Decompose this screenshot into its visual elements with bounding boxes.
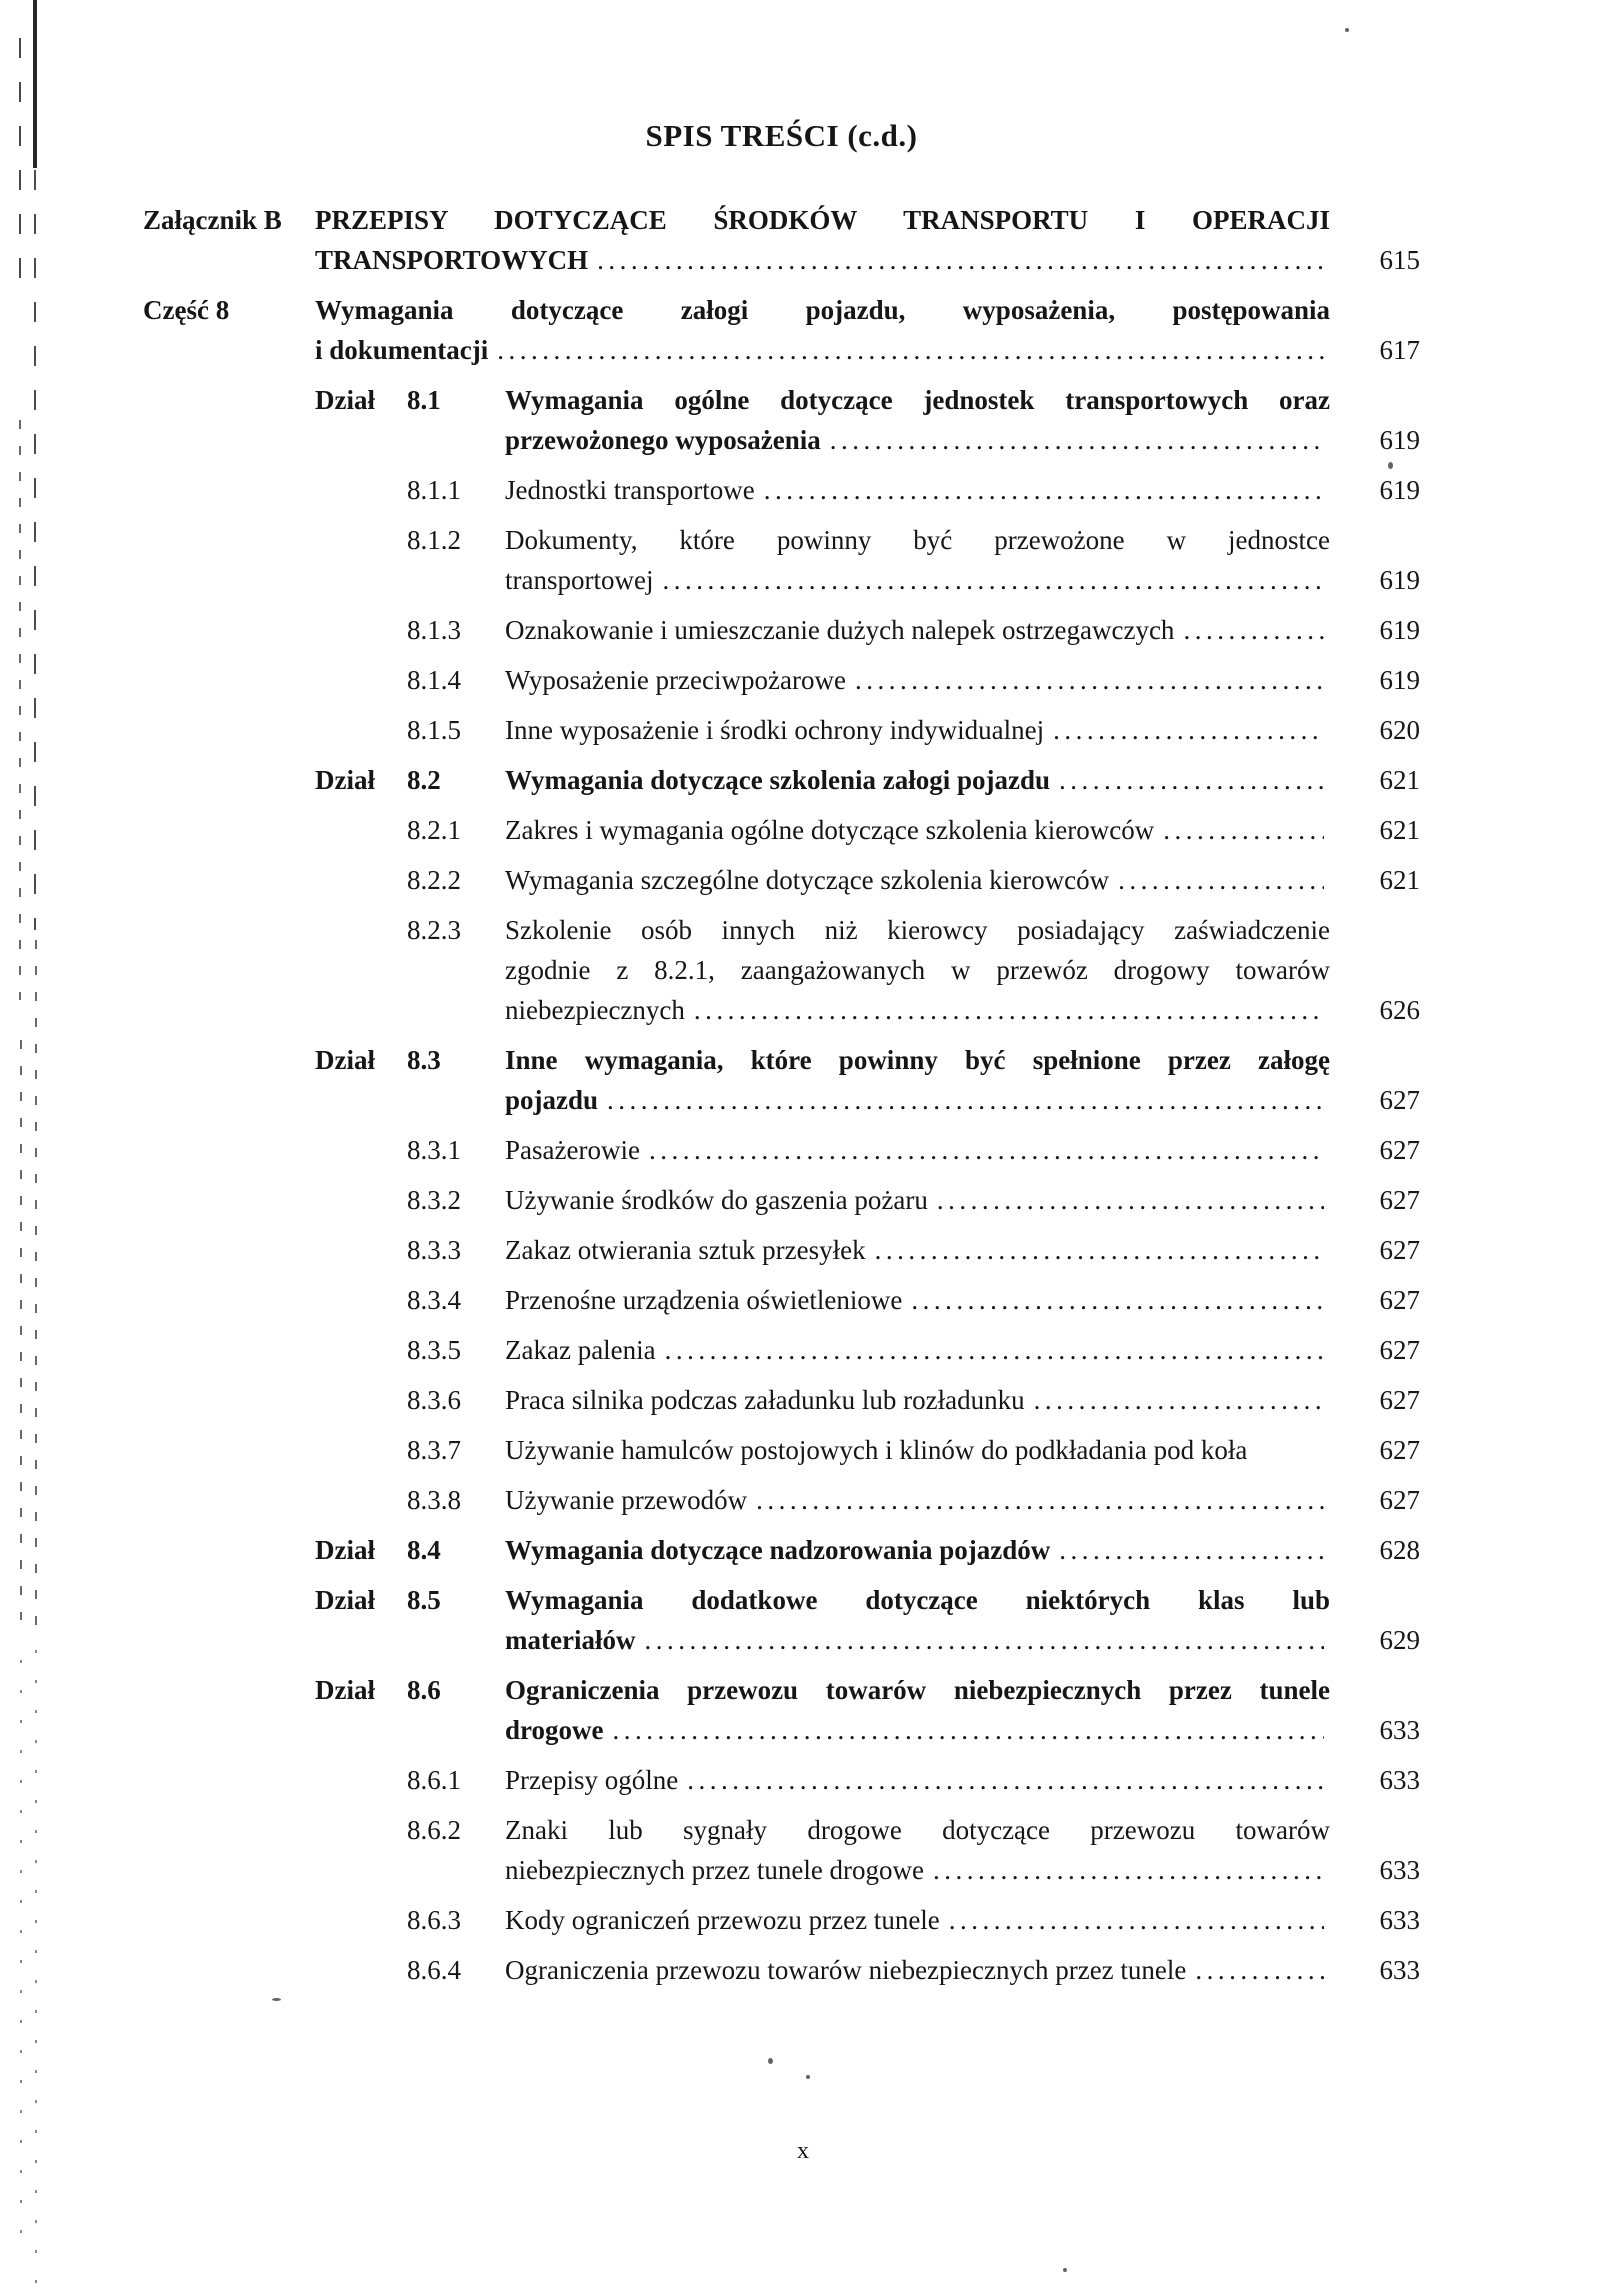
entry-last-line bbox=[505, 660, 1330, 700]
entry-last-line bbox=[505, 1620, 1330, 1660]
entry-title-block bbox=[505, 1760, 1330, 1800]
entry-title-block bbox=[505, 710, 1330, 750]
entry-title-line: Wymagania dotyczące szkolenia załogi pojazdu bbox=[505, 765, 1050, 795]
entry-page-number: 633 bbox=[1379, 1715, 1420, 1745]
entry-page-number: 621 bbox=[1379, 815, 1420, 845]
entry-last-line bbox=[505, 470, 1330, 510]
entry-last-line bbox=[505, 1180, 1330, 1220]
entry-number: 8.3 bbox=[407, 1045, 441, 1075]
entry-title-line: Wymagania dodatkowe dotyczące niektórych klas lub bbox=[505, 1585, 1330, 1615]
entry-title-block bbox=[505, 1950, 1330, 1990]
entry-number: 8.3.5 bbox=[407, 1335, 461, 1365]
entry-title-line: Używanie środków do gaszenia pożaru bbox=[505, 1185, 928, 1215]
entry-title-line: pojazdu bbox=[505, 1085, 599, 1115]
toc-entry-8-2-1 bbox=[143, 810, 1420, 850]
entry-title-line: materiałów bbox=[505, 1625, 636, 1655]
toc-entry-8-1 bbox=[143, 380, 1420, 460]
entry-title-block bbox=[505, 380, 1330, 460]
dot-leader-icon bbox=[694, 990, 1324, 1030]
entry-label: Część 8 bbox=[143, 295, 230, 325]
dot-leader-icon bbox=[662, 560, 1324, 600]
entry-label: Dział bbox=[315, 1045, 375, 1075]
dot-leader-icon bbox=[1195, 1950, 1324, 1990]
entry-title-line: TRANSPORTOWYCH bbox=[315, 245, 589, 275]
toc-entry-8-3-8 bbox=[143, 1480, 1420, 1520]
entry-title-line: Kody ograniczeń przewozu przez tunele bbox=[505, 1905, 940, 1935]
toc-entry-8-5 bbox=[143, 1580, 1420, 1660]
entry-page-number: 627 bbox=[1379, 1135, 1420, 1165]
entry-last-line bbox=[505, 710, 1330, 750]
entry-title-line: Oznakowanie i umieszczanie dużych nalepek ostrzegawczych bbox=[505, 615, 1175, 645]
entry-number: 8.2 bbox=[407, 765, 441, 795]
entry-title-line: Szkolenie osób innych niż kierowcy posiadający zaświadczenie bbox=[505, 915, 1330, 945]
toc-entry-8-1-5 bbox=[143, 710, 1420, 750]
entry-title-line: Pasażerowie bbox=[505, 1135, 640, 1165]
entry-title-line: Wymagania dotyczące załogi pojazdu, wyposażenia, postępowania bbox=[315, 295, 1330, 325]
entry-last-line bbox=[505, 1130, 1330, 1170]
dot-leader-icon bbox=[607, 1080, 1324, 1120]
entry-title-line: Znaki lub sygnały drogowe dotyczące przewozu towarów bbox=[505, 1815, 1330, 1845]
entry-last-line bbox=[315, 240, 1330, 280]
entry-title-block bbox=[505, 1670, 1330, 1750]
toc-entry-8-1-2 bbox=[143, 520, 1420, 600]
entry-last-line bbox=[505, 1950, 1330, 1990]
entry-last-line bbox=[505, 990, 1330, 1030]
entry-page-number: 619 bbox=[1379, 615, 1420, 645]
entry-title-block bbox=[505, 860, 1330, 900]
entry-title-line: Jednostki transportowe bbox=[505, 475, 755, 505]
dot-leader-icon bbox=[1059, 760, 1324, 800]
entry-number: 8.2.1 bbox=[407, 815, 461, 845]
entry-title-block bbox=[505, 1900, 1330, 1940]
entry-title-block bbox=[505, 810, 1330, 850]
entry-title-block bbox=[505, 1810, 1330, 1890]
entry-title-line: Używanie hamulców postojowych i klinów do podkładania pod koła bbox=[505, 1435, 1248, 1465]
entry-title-block bbox=[505, 1330, 1330, 1370]
entry-number: 8.3.2 bbox=[407, 1185, 461, 1215]
entry-page-number: 627 bbox=[1379, 1385, 1420, 1415]
entry-label: Dział bbox=[315, 1675, 375, 1705]
dot-leader-icon bbox=[1118, 860, 1324, 900]
entry-last-line bbox=[505, 1480, 1330, 1520]
toc-entry-top-1 bbox=[143, 290, 1420, 370]
entry-title-line: niebezpiecznych przez tunele drogowe bbox=[505, 1855, 925, 1885]
toc-entry-8-3-1 bbox=[143, 1130, 1420, 1170]
entry-title-block bbox=[505, 1380, 1330, 1420]
entry-title-line: przewożonego wyposażenia bbox=[505, 425, 821, 455]
toc-list bbox=[143, 200, 1420, 1990]
entry-title-block bbox=[505, 910, 1330, 1030]
entry-last-line bbox=[505, 1280, 1330, 1320]
entry-title-line: zgodnie z 8.2.1, zaangażowanych w przewóz drogowy towarów bbox=[505, 955, 1330, 985]
entry-label: Załącznik B bbox=[143, 205, 282, 235]
entry-title-block bbox=[505, 760, 1330, 800]
entry-title-block bbox=[505, 520, 1330, 600]
entry-number: 8.3.7 bbox=[407, 1435, 461, 1465]
toc-entry-8-2-3 bbox=[143, 910, 1420, 1030]
entry-title-line: Używanie przewodów bbox=[505, 1485, 748, 1515]
toc-entry-8-6 bbox=[143, 1670, 1420, 1750]
entry-page-number: 628 bbox=[1379, 1535, 1420, 1565]
entry-page-number: 619 bbox=[1379, 665, 1420, 695]
entry-label: Dział bbox=[315, 765, 375, 795]
dot-leader-icon bbox=[756, 1480, 1324, 1520]
dot-leader-icon bbox=[649, 1130, 1324, 1170]
toc-entry-8-6-1 bbox=[143, 1760, 1420, 1800]
toc-entry-8-3-5 bbox=[143, 1330, 1420, 1370]
entry-title-line: niebezpiecznych bbox=[505, 995, 685, 1025]
entry-last-line bbox=[315, 330, 1330, 370]
entry-number: 8.1.5 bbox=[407, 715, 461, 745]
entry-title-block bbox=[315, 200, 1330, 280]
entry-label: Dział bbox=[315, 1535, 375, 1565]
entry-number: 8.2.3 bbox=[407, 915, 461, 945]
entry-title-line: Inne wymagania, które powinny być spełnione przez załogę bbox=[505, 1045, 1330, 1075]
entry-last-line bbox=[505, 610, 1330, 650]
entry-title-line: PRZEPISY DOTYCZĄCE ŚRODKÓW TRANSPORTU I OPERACJI bbox=[315, 205, 1330, 235]
toc-entry-8-6-3 bbox=[143, 1900, 1420, 1940]
entry-page-number: 627 bbox=[1379, 1085, 1420, 1115]
entry-page-number: 627 bbox=[1379, 1235, 1420, 1265]
entry-number: 8.6 bbox=[407, 1675, 441, 1705]
entry-page-number: 621 bbox=[1379, 865, 1420, 895]
entry-page-number: 627 bbox=[1379, 1485, 1420, 1515]
entry-title-line: Ograniczenia przewozu towarów niebezpiecznych przez tunele bbox=[505, 1675, 1330, 1705]
toc-entry-8-3 bbox=[143, 1040, 1420, 1120]
entry-number: 8.1.1 bbox=[407, 475, 461, 505]
footer-page-number: x bbox=[797, 2138, 809, 2164]
dot-leader-icon bbox=[1053, 710, 1324, 750]
entry-number: 8.5 bbox=[407, 1585, 441, 1615]
entry-title-block bbox=[505, 1280, 1330, 1320]
entry-title-line: Ograniczenia przewozu towarów niebezpiecznych przez tunele bbox=[505, 1955, 1187, 1985]
entry-title-block bbox=[505, 1480, 1330, 1520]
entry-page-number: 627 bbox=[1379, 1285, 1420, 1315]
entry-last-line bbox=[505, 1230, 1330, 1270]
entry-number: 8.6.1 bbox=[407, 1765, 461, 1795]
entry-last-line bbox=[505, 1380, 1330, 1420]
entry-number: 8.3.3 bbox=[407, 1235, 461, 1265]
entry-title-block bbox=[505, 610, 1330, 650]
entry-title-line: Dokumenty, które powinny być przewożone w jednostce bbox=[505, 525, 1330, 555]
entry-title-line: Zakres i wymagania ogólne dotyczące szkolenia kierowców bbox=[505, 815, 1155, 845]
dot-leader-icon bbox=[497, 330, 1324, 370]
dot-leader-icon bbox=[1163, 810, 1324, 850]
toc-entry-8-3-3 bbox=[143, 1230, 1420, 1270]
entry-title-block bbox=[505, 1530, 1330, 1570]
toc-entry-8-3-7 bbox=[143, 1430, 1420, 1470]
entry-page-number: 633 bbox=[1379, 1855, 1420, 1885]
entry-label: Dział bbox=[315, 1585, 375, 1615]
entry-last-line bbox=[505, 1710, 1330, 1750]
entry-number: 8.1.3 bbox=[407, 615, 461, 645]
toc-entry-8-1-1 bbox=[143, 470, 1420, 510]
dot-leader-icon bbox=[665, 1330, 1324, 1370]
entry-title-block bbox=[505, 1230, 1330, 1270]
entry-page-number: 629 bbox=[1379, 1625, 1420, 1655]
entry-title-block bbox=[505, 660, 1330, 700]
dot-leader-icon bbox=[597, 240, 1324, 280]
toc-entry-8-6-4 bbox=[143, 1950, 1420, 1990]
entry-page-number: 633 bbox=[1379, 1905, 1420, 1935]
entry-last-line bbox=[505, 1760, 1330, 1800]
entry-number: 8.2.2 bbox=[407, 865, 461, 895]
dot-leader-icon bbox=[1059, 1530, 1324, 1570]
toc-entry-8-6-2 bbox=[143, 1810, 1420, 1890]
entry-title-block bbox=[505, 1580, 1330, 1660]
entry-title-block bbox=[315, 290, 1330, 370]
entry-last-line bbox=[505, 1330, 1330, 1370]
entry-page-number: 627 bbox=[1379, 1435, 1420, 1465]
entry-title-block bbox=[505, 1040, 1330, 1120]
toc-entry-8-1-3 bbox=[143, 610, 1420, 650]
entry-last-line bbox=[505, 420, 1330, 460]
page-title: SPIS TREŚCI (c.d.) bbox=[645, 118, 918, 153]
entry-number: 8.3.8 bbox=[407, 1485, 461, 1515]
entry-page-number: 615 bbox=[1379, 245, 1420, 275]
entry-page-number: 620 bbox=[1379, 715, 1420, 745]
entry-last-line bbox=[505, 1900, 1330, 1940]
toc-entry-8-3-2 bbox=[143, 1180, 1420, 1220]
dot-leader-icon bbox=[1183, 610, 1324, 650]
entry-title-line: transportowej bbox=[505, 565, 654, 595]
dot-leader-icon bbox=[911, 1280, 1324, 1320]
entry-page-number: 619 bbox=[1379, 565, 1420, 595]
toc-entry-8-1-4 bbox=[143, 660, 1420, 700]
entry-page-number: 621 bbox=[1379, 765, 1420, 795]
entry-number: 8.3.1 bbox=[407, 1135, 461, 1165]
entry-last-line bbox=[505, 860, 1330, 900]
entry-number: 8.4 bbox=[407, 1535, 441, 1565]
entry-number: 8.3.6 bbox=[407, 1385, 461, 1415]
entry-title-block bbox=[505, 1130, 1330, 1170]
toc-entry-8-3-4 bbox=[143, 1280, 1420, 1320]
entry-page-number: 619 bbox=[1379, 425, 1420, 455]
entry-page-number: 627 bbox=[1379, 1335, 1420, 1365]
dot-leader-icon bbox=[644, 1620, 1324, 1660]
entry-title-block bbox=[505, 470, 1330, 510]
entry-page-number: 633 bbox=[1379, 1765, 1420, 1795]
entry-number: 8.1.4 bbox=[407, 665, 461, 695]
entry-last-line bbox=[505, 1430, 1330, 1470]
entry-title-line: drogowe bbox=[505, 1715, 604, 1745]
entry-page-number: 617 bbox=[1379, 335, 1420, 365]
dot-leader-icon bbox=[764, 470, 1324, 510]
dot-leader-icon bbox=[949, 1900, 1324, 1940]
entry-title-line: Inne wyposażenie i środki ochrony indywidualnej bbox=[505, 715, 1045, 745]
toc-entry-8-3-6 bbox=[143, 1380, 1420, 1420]
entry-number: 8.6.2 bbox=[407, 1815, 461, 1845]
entry-last-line bbox=[505, 560, 1330, 600]
dot-leader-icon bbox=[855, 660, 1324, 700]
entry-last-line bbox=[505, 1530, 1330, 1570]
entry-last-line bbox=[505, 760, 1330, 800]
entry-page-number: 633 bbox=[1379, 1955, 1420, 1985]
entry-page-number: 619 bbox=[1379, 475, 1420, 505]
dot-leader-icon bbox=[830, 420, 1324, 460]
toc-entry-8-2-2 bbox=[143, 860, 1420, 900]
entry-last-line bbox=[505, 810, 1330, 850]
entry-title-line: i dokumentacji bbox=[315, 335, 489, 365]
entry-title-block bbox=[505, 1430, 1330, 1470]
dot-leader-icon bbox=[875, 1230, 1324, 1270]
entry-title-line: Wymagania ogólne dotyczące jednostek transportowych oraz bbox=[505, 385, 1330, 415]
dot-leader-icon bbox=[687, 1760, 1324, 1800]
entry-number: 8.6.3 bbox=[407, 1905, 461, 1935]
entry-number: 8.1.2 bbox=[407, 525, 461, 555]
entry-title-line: Wymagania szczególne dotyczące szkolenia kierowców bbox=[505, 865, 1110, 895]
entry-last-line bbox=[505, 1080, 1330, 1120]
entry-title-line: Zakaz otwierania sztuk przesyłek bbox=[505, 1235, 866, 1265]
entry-number: 8.1 bbox=[407, 385, 441, 415]
entry-title-line: Przepisy ogólne bbox=[505, 1765, 679, 1795]
dot-leader-icon bbox=[1034, 1380, 1324, 1420]
entry-page-number: 627 bbox=[1379, 1185, 1420, 1215]
entry-title-line: Zakaz palenia bbox=[505, 1335, 656, 1365]
dot-leader-icon bbox=[933, 1850, 1324, 1890]
entry-last-line bbox=[505, 1850, 1330, 1890]
entry-title-line: Wymagania dotyczące nadzorowania pojazdów bbox=[505, 1535, 1051, 1565]
dot-leader-icon bbox=[613, 1710, 1325, 1750]
toc-entry-top-0 bbox=[143, 200, 1420, 280]
entry-title-block bbox=[505, 1180, 1330, 1220]
entry-number: 8.6.4 bbox=[407, 1955, 461, 1985]
entry-page-number: 626 bbox=[1379, 995, 1420, 1025]
entry-title-line: Wyposażenie przeciwpożarowe bbox=[505, 665, 846, 695]
entry-title-line: Praca silnika podczas załadunku lub rozładunku bbox=[505, 1385, 1025, 1415]
toc-entry-8-2 bbox=[143, 760, 1420, 800]
entry-number: 8.3.4 bbox=[407, 1285, 461, 1315]
entry-label: Dział bbox=[315, 385, 375, 415]
toc-entry-8-4 bbox=[143, 1530, 1420, 1570]
dot-leader-icon bbox=[937, 1180, 1324, 1220]
entry-title-line: Przenośne urządzenia oświetleniowe bbox=[505, 1285, 903, 1315]
